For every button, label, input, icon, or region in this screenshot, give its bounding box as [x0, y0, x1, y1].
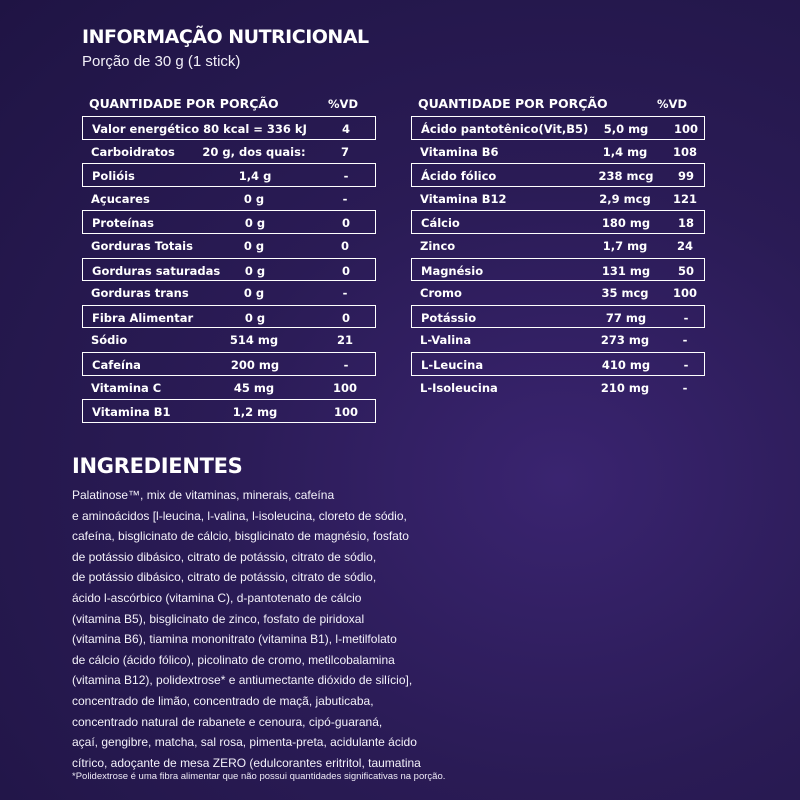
nutrient-name: Gorduras Totais [91, 238, 193, 253]
nutrient-name: Valor energético [92, 122, 200, 136]
nutrient-quantity: 0 g [243, 286, 265, 301]
nutrient-quantity: 0 g [244, 263, 266, 278]
nutrient-vd: 99 [677, 169, 694, 184]
ingredients-line: concentrado natural de rabanete e cenoura, cipó-guaraná, [72, 714, 383, 729]
nutrient-name: L-Isoleucina [420, 380, 498, 395]
serving-size: Porção de 30 g (1 stick) [82, 53, 241, 70]
nutrient-vd: 121 [672, 191, 697, 206]
ingredients-text [72, 485, 552, 773]
nutrient-vd: 100 [673, 122, 698, 136]
nutrient-quantity: 5,0 mg [603, 122, 649, 136]
header-quantity: QUANTIDADE POR PORÇÃO [89, 96, 279, 111]
nutrient-quantity: 410 mg [601, 357, 651, 372]
ingredients-line: (vitamina B12), polidextrose* e antiumectante dióxido de silício], [72, 673, 413, 688]
nutrient-name: Vitamina B12 [420, 191, 507, 206]
ingredients-line: concentrado de limão, concentrado de maçã, jabuticaba, [72, 693, 374, 708]
nutrient-quantity: 1,4 g [238, 169, 272, 184]
nutrient-quantity: 238 mcg [598, 169, 654, 184]
nutrient-quantity: 210 mg [600, 380, 650, 395]
nutrient-quantity: 1,7 mg [602, 238, 648, 253]
nutrient-vd: 21 [336, 333, 353, 348]
table-row [411, 187, 705, 211]
nutrient-vd: 50 [677, 263, 694, 278]
nutrient-vd: - [683, 310, 689, 325]
ingredients-line: açaí, gengibre, matcha, sal rosa, pimenta-preta, acidulante ácido [72, 735, 417, 750]
table-row [82, 376, 376, 400]
ingredients-line: de potássio dibásico, citrato de potássio, citrato de sódio, [72, 570, 377, 585]
table-row [82, 352, 376, 376]
nutrient-quantity: 2,9 mcg [599, 191, 651, 206]
ingredients-line: (vitamina B5), bisglicinato de zinco, fosfato de piridoxal [72, 611, 365, 626]
ingredients-line: (vitamina B6), tiamina mononitrato (vitamina B1), l-metilfolato [72, 632, 397, 647]
table-row [82, 258, 376, 282]
nutrient-vd: - [682, 333, 688, 348]
table-row [82, 187, 376, 211]
table-row [411, 352, 705, 376]
nutrient-name: Açucares [91, 191, 150, 206]
footnote: *Polidextrose é uma fibra alimentar que não possui quantidades significativas na porção. [72, 771, 446, 782]
table-row [411, 328, 705, 352]
nutrient-quantity: 0 g [243, 191, 265, 206]
nutrient-name: Carboidratos [91, 144, 175, 159]
nutrient-vd: - [682, 380, 688, 395]
table-row [82, 328, 376, 352]
nutrient-vd: - [343, 357, 349, 372]
ingredients-line: cafeína, bisglicinato de cálcio, bisglicinato de magnésio, fosfato [72, 529, 409, 544]
ingredients-line: e aminoácidos [l-leucina, l-valina, l-isoleucina, cloreto de sódio, [72, 508, 407, 523]
nutrient-quantity: 273 mg [600, 333, 650, 348]
nutrient-name: Ácido fólico [421, 169, 497, 184]
nutrient-vd: 18 [677, 216, 694, 231]
nutrient-quantity: 77 mg [605, 310, 647, 325]
nutrient-vd: - [683, 357, 689, 372]
ingredients-line: ácido l-ascórbico (vitamina C), d-pantotenato de cálcio [72, 590, 362, 605]
table-row [82, 281, 376, 305]
nutrient-name: Magnésio [421, 263, 484, 278]
table-row [411, 234, 705, 258]
nutrient-quantity: 80 kcal = 336 kJ [203, 122, 307, 136]
nutrient-vd: - [343, 169, 349, 184]
table-body [411, 116, 705, 399]
table-row [411, 281, 705, 305]
nutrient-name: L-Leucina [421, 357, 484, 372]
nutrient-quantity: 514 mg [229, 333, 279, 348]
table-row [411, 140, 705, 164]
nutrient-vd: 0 [341, 310, 350, 325]
table-row [411, 376, 705, 400]
table-body [82, 116, 376, 423]
nutrient-quantity: 1,2 mg [232, 405, 278, 420]
nutrient-vd: 24 [676, 238, 693, 253]
ingredients-line: Palatinose™, mix de vitaminas, minerais, cafeína [72, 488, 335, 502]
table-row [82, 234, 376, 258]
nutrient-vd: 100 [332, 380, 357, 395]
table-row [411, 116, 705, 140]
nutrient-quantity: 0 g [244, 216, 266, 231]
nutrient-name: L-Valina [420, 333, 472, 348]
nutrient-name: Vitamina B6 [420, 144, 499, 159]
table-row [82, 210, 376, 234]
table-row [411, 258, 705, 282]
nutrient-name: Proteínas [92, 216, 155, 231]
table-row [82, 163, 376, 187]
nutrient-vd: 7 [340, 144, 349, 159]
nutrient-quantity: 45 mg [233, 380, 275, 395]
table-row [411, 210, 705, 234]
nutrient-name: Sódio [91, 333, 128, 348]
nutrient-quantity: 1,4 mg [602, 144, 648, 159]
header-vd: %VD [328, 97, 358, 111]
nutrient-vd: 4 [341, 122, 350, 136]
table-header [82, 94, 376, 116]
nutrient-name: Ácido pantotênico(Vit,B5) [421, 122, 589, 136]
nutrient-name: Zinco [420, 238, 456, 253]
nutrient-name: Vitamina C [91, 380, 162, 395]
nutrient-name: Gorduras saturadas [92, 263, 221, 278]
nutrient-vd: 100 [333, 405, 358, 420]
nutrient-quantity: 180 mg [601, 216, 651, 231]
ingredients-line: de cálcio (ácido fólico), picolinato de cromo, metilcobalamina [72, 652, 395, 667]
nutrient-name: Polióis [92, 169, 135, 184]
nutrient-name: Cafeína [92, 357, 141, 372]
table-row [82, 116, 376, 140]
table-row [82, 140, 376, 164]
nutrient-quantity: 35 mcg [601, 286, 649, 301]
nutrient-vd: 0 [340, 238, 349, 253]
table-row [411, 163, 705, 187]
nutrient-quantity: 131 mg [601, 263, 651, 278]
nutrient-name: Gorduras trans [91, 286, 189, 301]
ingredients-title: INGREDIENTES [72, 454, 243, 478]
nutrient-name: Fibra Alimentar [92, 310, 194, 325]
nutrient-name: Cálcio [421, 216, 460, 231]
table-row [82, 399, 376, 423]
nutrient-quantity: 20 g, dos quais: [202, 144, 306, 159]
nutrient-vd: - [342, 286, 348, 301]
nutrient-quantity: 200 mg [230, 357, 280, 372]
nutrient-vd: 100 [672, 286, 697, 301]
nutrient-vd: - [342, 191, 348, 206]
table-row [82, 305, 376, 329]
nutrition-table-right [411, 94, 705, 399]
header-quantity: QUANTIDADE POR PORÇÃO [418, 96, 608, 111]
nutrient-vd: 0 [341, 263, 350, 278]
nutrient-quantity: 0 g [244, 310, 266, 325]
nutrition-table-left [82, 94, 376, 423]
nutrition-title: INFORMAÇÃO NUTRICIONAL [82, 26, 369, 48]
ingredients-line: cítrico, adoçante de mesa ZERO (edulcorantes eritritol, taumatina [72, 755, 421, 770]
nutrient-name: Cromo [420, 286, 462, 301]
table-header [411, 94, 705, 116]
table-row [411, 305, 705, 329]
nutrient-name: Potássio [421, 310, 477, 325]
ingredients-line: de potássio dibásico, citrato de potássio, citrato de sódio, [72, 549, 377, 564]
nutrient-vd: 0 [341, 216, 350, 231]
header-vd: %VD [657, 97, 687, 111]
nutrient-name: Vitamina B1 [92, 405, 171, 420]
nutrient-vd: 108 [672, 144, 697, 159]
nutrient-quantity: 0 g [243, 238, 265, 253]
